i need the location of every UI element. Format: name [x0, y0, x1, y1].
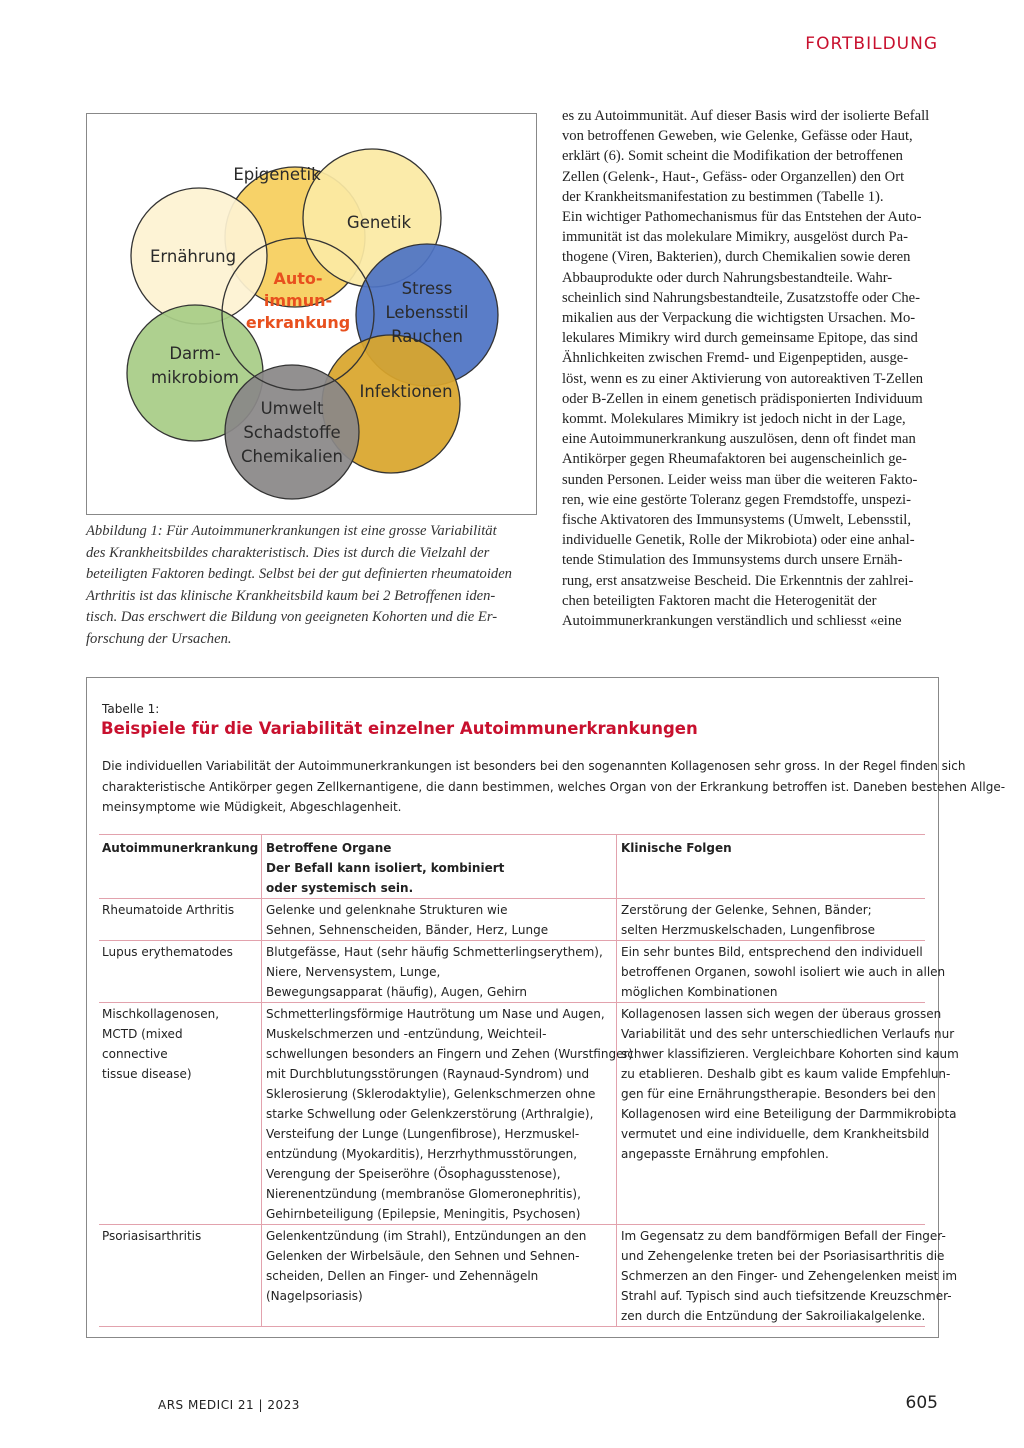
cell-disease	[99, 899, 262, 940]
cell-organs-line: scheiden, Dellen an Finger- und Zehennägeln	[266, 1269, 539, 1283]
body-line: erklärt (6). Somit scheint die Modifikation der betroffenen	[562, 148, 903, 165]
cell-disease	[99, 1225, 262, 1326]
cell-organs-line: mit Durchblutungsstörungen (Raynaud-Syndrom) und	[266, 1067, 590, 1081]
cell-consequences	[617, 941, 946, 1002]
body-line: löst, wenn es zu einer Aktivierung von autoreaktiven T-Zellen	[562, 370, 924, 387]
cell-organs	[262, 941, 617, 1002]
header-consequences	[617, 835, 925, 898]
table-box	[86, 677, 1006, 1338]
caption-line: forschung der Ursachen.	[86, 630, 232, 647]
cell-disease	[99, 1003, 262, 1224]
header-organs-line: Betroffene Organe	[266, 841, 392, 855]
cell-consequences-line: und Zehengelenke treten bei der Psoriasisarthritis die	[621, 1249, 945, 1263]
cell-consequences-line: Schmerzen an den Finger- und Zehengelenken meist im	[621, 1269, 958, 1283]
body-line: der Krankheitsmanifestation zu bestimmen (Tabelle 1).	[562, 188, 884, 205]
venn-circle-label: Lebensstil	[385, 303, 469, 322]
cell-organs-line: Versteifung der Lunge (Lungenfibrose), Herzmuskel-	[266, 1127, 580, 1141]
cell-organs-line: Schmetterlingsförmige Hautrötung um Nase und Augen,	[266, 1007, 605, 1021]
caption-line: des Krankheitsbildes charakteristisch. Dies ist durch die Vielzahl der	[86, 544, 490, 561]
cell-organs	[262, 899, 617, 940]
body-line: Autoimmunerkrankungen verständlich und schliesst «eine	[562, 613, 902, 630]
venn-center-label: erkrankung	[245, 313, 351, 332]
body-line: Ein wichtiger Pathomechanismus für das Entstehen der Auto-	[562, 209, 922, 226]
venn-center-label: immun-	[263, 291, 333, 310]
body-line: von betroffenen Geweben, wie Gelenke, Gefässe oder Haut,	[562, 128, 913, 145]
cell-consequences-line: möglichen Kombinationen	[621, 985, 778, 999]
body-line: kommt. Molekulares Mimikry ist jedoch nicht in der Lage,	[562, 411, 906, 428]
venn-circle-label: Ernährung	[149, 247, 237, 266]
caption-line: Arthritis ist das klinische Krankheitsbild kaum bei 2 Betroffenen iden-	[86, 587, 496, 604]
caption-line: beteiligten Faktoren bedingt. Selbst bei der gut definierten rheumatoiden	[86, 566, 512, 582]
table-row	[99, 898, 925, 940]
venn-diagram-svg	[87, 114, 538, 516]
cell-disease-line: connective	[102, 1047, 168, 1061]
table-row	[99, 1002, 959, 1224]
cell-organs-line: Niere, Nervensystem, Lunge,	[266, 965, 441, 979]
cell-consequences-line: schwer klassifizieren. Vergleichbare Kohorten sind kaum	[621, 1047, 959, 1061]
cell-consequences	[617, 1003, 959, 1224]
footer-journal: ARS MEDICI 21 | 2023	[158, 1398, 300, 1412]
cell-organs-line: Verengung der Speiseröhre (Ösophagusstenose),	[266, 1167, 561, 1181]
venn-center-label: Auto-	[273, 269, 323, 288]
figure-venn-diagram	[86, 113, 537, 515]
table-title: Beispiele für die Variabilität einzelner Autoimmunerkrankungen	[101, 719, 698, 738]
table-intro-line: meinsymptome wie Müdigkeit, Abgeschlagenheit.	[102, 800, 402, 814]
table-row	[99, 940, 946, 1002]
body-text	[562, 106, 938, 631]
header-consequences-line: Klinische Folgen	[621, 841, 732, 855]
cell-consequences	[617, 899, 925, 940]
cell-disease-line: Mischkollagenosen,	[102, 1007, 220, 1021]
table-intro-line: charakteristische Antikörper gegen Zellkernantigene, die dann bestimmen, welches Organ von der Erkrankung betroffen ist. Daneben bestehen Allge-	[102, 779, 1006, 794]
cell-consequences-line: Variabilität und des sehr unterschiedlichen Verlaufs nur	[621, 1027, 955, 1041]
cell-organs-line: Blutgefässe, Haut (sehr häufig Schmetterlingserythem),	[266, 945, 603, 959]
body-line: scheinlich sind Nahrungsbestandteile, Zusatzstoffe oder Che-	[562, 289, 920, 306]
venn-circle-label: Chemikalien	[241, 447, 343, 466]
cell-consequences-line: gen für eine Ernährungstherapie. Besonders bei den	[621, 1087, 936, 1101]
cell-organs-line: Nierenentzündung (membranöse Glomeronephritis),	[266, 1187, 581, 1201]
body-line: Abbauprodukte oder durch Nahrungsbestandteile. Wahr-	[562, 269, 893, 286]
caption-line: tisch. Das erschwert die Bildung von geeigneten Kohorten und die Er-	[86, 609, 498, 625]
venn-circle-label: Schadstoffe	[243, 423, 341, 442]
cell-consequences-line: zen durch die Entzündung der Sakroiliakalgelenke.	[621, 1309, 926, 1323]
body-line: Zellen (Gelenk-, Haut-, Gefäss- oder Organzellen) den Ort	[562, 168, 905, 185]
header-disease	[99, 835, 262, 898]
figure-caption	[86, 521, 537, 650]
body-line: ren, wie eine gestörte Toleranz gegen Fremdstoffe, unspezi-	[562, 491, 911, 508]
cell-disease	[99, 941, 262, 1002]
cell-organs-line: Gelenken der Wirbelsäule, den Sehnen und Sehnen-	[266, 1249, 580, 1263]
cell-organs-line: Sklerosierung (Sklerodaktylie), Gelenkschmerzen ohne	[266, 1087, 596, 1101]
body-line: mikalien aus der Verpackung die wichtigsten Ursachen. Mo-	[562, 310, 916, 327]
cell-consequences-line: betroffenen Organen, sowohl isoliert wie auch in allen	[621, 965, 946, 979]
cell-consequences-line: Im Gegensatz zu dem bandförmigen Befall der Finger-	[621, 1229, 946, 1243]
header-organs-line: oder systemisch sein.	[266, 881, 414, 895]
variability-table	[99, 834, 959, 1327]
body-line: sunden Personen. Leider weiss man über die weiteren Fakto-	[562, 471, 918, 488]
cell-organs-line: Sehnen, Sehnenscheiden, Bänder, Herz, Lunge	[266, 923, 549, 937]
venn-circle-label: Epigenetik	[233, 165, 321, 184]
cell-consequences-line: angepasste Ernährung empfohlen.	[621, 1147, 829, 1161]
body-line: individuelle Genetik, Rolle der Mikrobiota) oder eine anhal-	[562, 532, 915, 549]
page-number: 605	[905, 1393, 938, 1413]
cell-disease-line: Lupus erythematodes	[102, 945, 233, 959]
cell-consequences-line: vermutet und eine individuelle, dem Krankheitsbild	[621, 1127, 930, 1141]
venn-circle-label: Rauchen	[391, 327, 463, 346]
cell-consequences-line: Ein sehr buntes Bild, entsprechend den individuell	[621, 945, 923, 959]
header-disease-line: Autoimmunerkrankung	[102, 841, 259, 855]
cell-organs-line: Gelenke und gelenknahe Strukturen wie	[266, 903, 508, 917]
venn-circle-label: Darm-	[169, 344, 221, 363]
cell-organs-line: Muskelschmerzen und -entzündung, Weichteil-	[266, 1027, 547, 1041]
caption-line: Abbildung 1: Für Autoimmunerkrankungen ist eine grosse Variabilität	[86, 523, 497, 539]
table-row	[99, 1224, 958, 1327]
body-line: tende Stimulation des Immunsystems durch unsere Ernäh-	[562, 552, 903, 569]
cell-disease-line: Psoriasisarthritis	[102, 1229, 202, 1243]
cell-organs-line: Bewegungsapparat (häufig), Augen, Gehirn	[266, 985, 527, 999]
body-line: immunität ist das molekulare Mimikry, ausgelöst durch Pa-	[562, 229, 909, 246]
body-line: fische Aktivatoren des Immunsystems (Umwelt, Lebensstil,	[562, 512, 911, 529]
cell-disease-line: MCTD (mixed	[102, 1027, 183, 1041]
header-organs-line: Der Befall kann isoliert, kombiniert	[266, 861, 505, 875]
cell-organs-line: Gelenkentzündung (im Strahl), Entzündungen an den	[266, 1229, 587, 1243]
cell-consequences-line: Zerstörung der Gelenke, Sehnen, Bänder;	[621, 903, 872, 917]
body-line: eine Autoimmunerkrankung auszulösen, denn oft findet man	[562, 431, 916, 448]
cell-organs	[262, 1003, 634, 1224]
venn-circle-label: Genetik	[346, 213, 412, 232]
body-line: Antikörper gegen Rheumafaktoren bei augenscheinlich ge-	[562, 451, 907, 468]
table-intro-line: Die individuellen Variabilität der Autoimmunerkrankungen ist besonders bei den sogenannten Kollagenosen sehr gross. In der Regel finden sich	[102, 759, 966, 773]
cell-disease-line: tissue disease)	[102, 1067, 192, 1081]
table-intro	[102, 756, 1006, 818]
cell-organs-line: starke Schwellung oder Gelenkzerstörung (Arthralgie),	[266, 1107, 594, 1121]
table-header-row	[99, 834, 925, 898]
venn-circle-label: Stress	[401, 279, 453, 298]
venn-circle-label: mikrobiom	[151, 368, 239, 387]
cell-consequences-line: Kollagenosen lassen sich wegen der überaus grossen	[621, 1007, 942, 1021]
table-kicker: Tabelle 1:	[102, 702, 160, 716]
body-line: rung, erst ansatzweise Bescheid. Die Erkenntnis der zahlrei-	[562, 572, 914, 589]
cell-organs-line: entzündung (Myokarditis), Herzrhythmusstörungen,	[266, 1147, 578, 1161]
cell-consequences-line: zu etablieren. Deshalb gibt es kaum valide Empfehlun-	[621, 1067, 951, 1081]
venn-circle-label: Umwelt	[260, 399, 324, 418]
cell-organs	[262, 1225, 617, 1326]
body-line: chen beteiligten Faktoren macht die Heterogenität der	[562, 592, 877, 609]
body-line: es zu Autoimmunität. Auf dieser Basis wird der isolierte Befall	[562, 108, 930, 124]
body-line: lekulares Mimikry wird durch gemeinsame Epitope, das sind	[562, 330, 918, 347]
cell-consequences-line: Strahl auf. Typisch sind auch tiefsitzende Kreuzschmer-	[621, 1289, 952, 1303]
venn-circle-label: Infektionen	[359, 382, 453, 401]
body-line: thogene (Viren, Bakterien), durch Chemikalien sowie deren	[562, 249, 911, 266]
body-line: Ähnlichkeiten zwischen Fremd- und Eigenpeptiden, ausge-	[562, 350, 909, 367]
body-line: oder B-Zellen in einem genetisch prädisponierten Individuum	[562, 390, 923, 407]
cell-consequences-line: Kollagenosen wird eine Beteiligung der Darmmikrobiota	[621, 1107, 957, 1121]
cell-consequences-line: selten Herzmuskelschaden, Lungenfibrose	[621, 923, 876, 937]
cell-organs-line: Gehirnbeteiligung (Epilepsie, Meningitis, Psychosen)	[266, 1207, 581, 1221]
cell-disease-line: Rheumatoide Arthritis	[102, 903, 235, 917]
cell-organs-line: schwellungen besonders an Fingern und Zehen (Wurstfinger)	[266, 1047, 634, 1061]
cell-consequences	[617, 1225, 958, 1326]
section-tag: FORTBILDUNG	[805, 34, 938, 54]
cell-organs-line: (Nagelpsoriasis)	[266, 1289, 363, 1303]
header-organs	[262, 835, 617, 898]
